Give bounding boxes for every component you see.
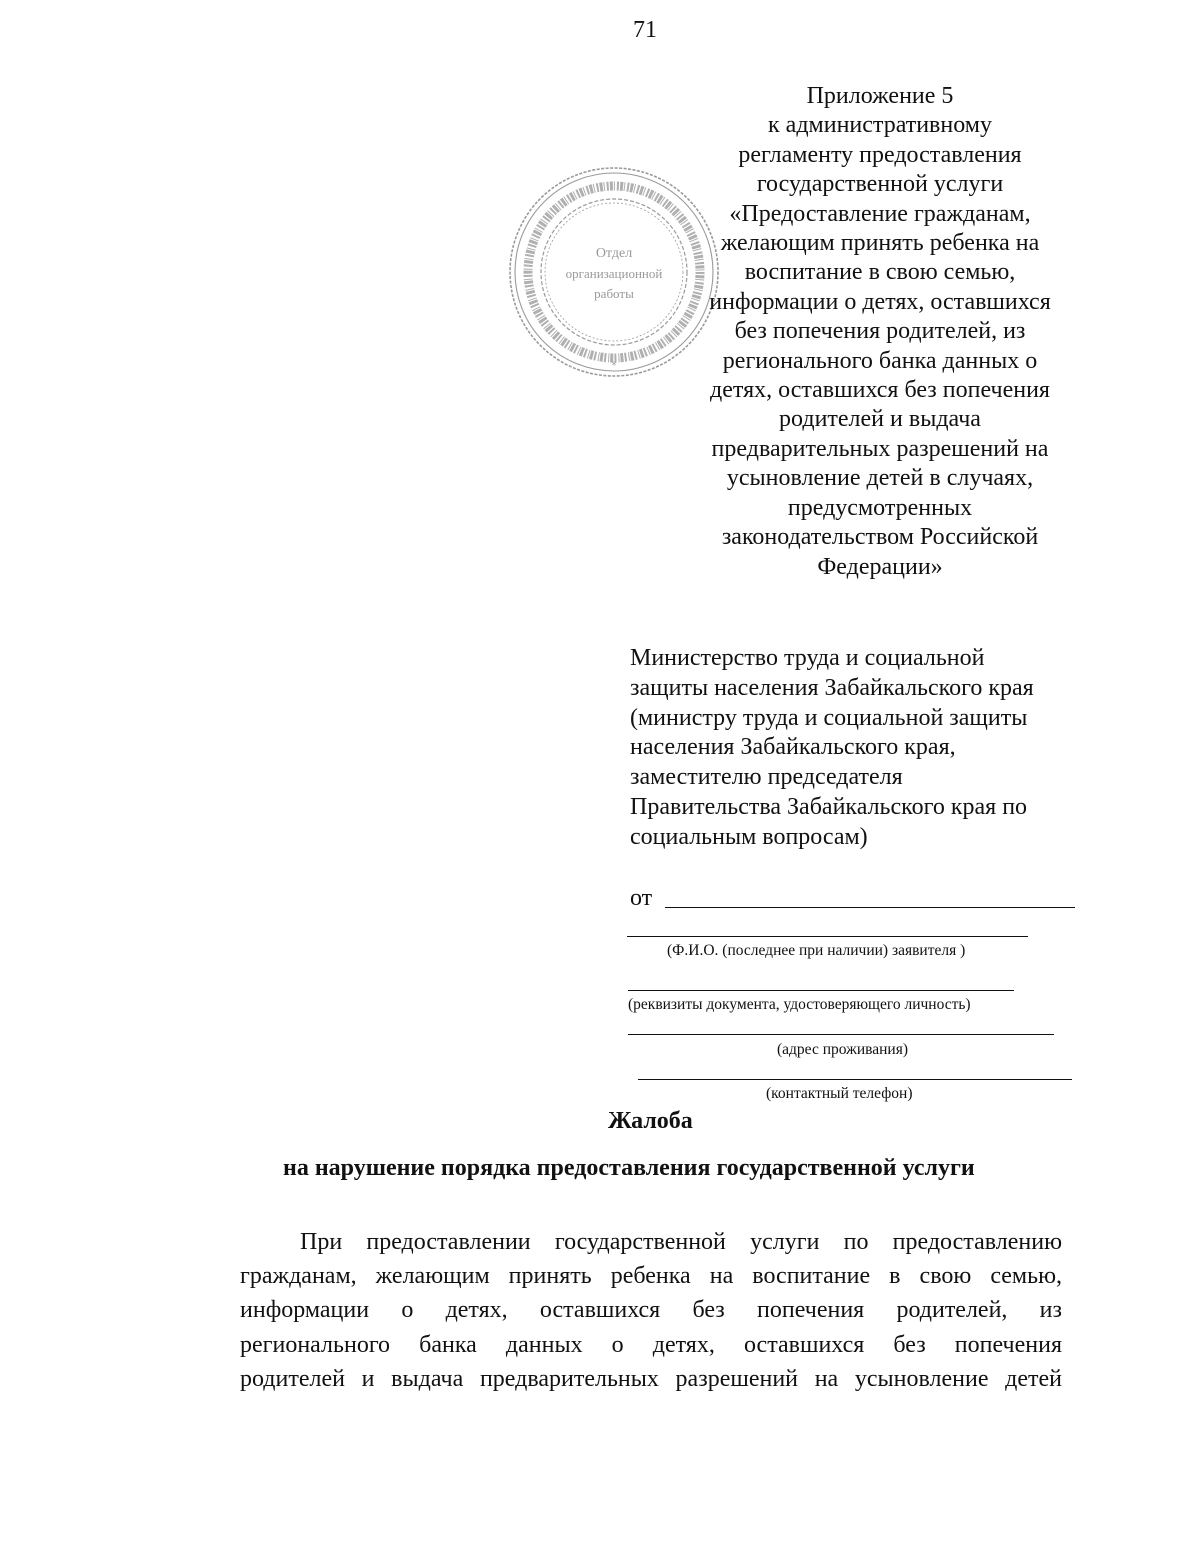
applicant-fio-line [627,936,1028,937]
stamp-center-line-1: Отдел [595,246,633,261]
annex-line: законодательством Российской [721,524,1039,551]
annex-line: информации о детях, оставшихся [709,288,1051,315]
stamp-center-line-2: организационной [565,266,663,281]
annex-line: государственной услуги [756,171,1004,198]
addressee-line: Правительства Забайкальского края по [630,793,1028,820]
annex-line: родителей и выдача [779,406,981,433]
annex-line: регионального банка данных о [722,347,1038,374]
annex-line: Приложение 5 [806,83,954,109]
fio-caption: (Ф.И.О. (последнее при наличии) заявителя ) [667,942,966,959]
body-line: родителей и выдача предварительных разрешений на усыновление детей [240,1365,1062,1392]
addressee-line: Министерство труда и социальной [630,645,985,671]
complaint-title: Жалоба [608,1108,693,1134]
applicant-document-line [628,990,1014,991]
svg-text:*: * [611,361,617,371]
addressee-line: заместителю председателя [630,764,903,791]
address-caption: (адрес проживания) [777,1041,908,1058]
body-line: При предоставлении государственной услуги по предоставлению [300,1229,1062,1255]
complaint-body [240,1225,1062,1396]
addressee-line: (министру труда и социальной защиты [630,704,1028,731]
annex-line: желающим принять ребенка на [720,230,1040,257]
annex-line: «Предоставление гражданам, [729,200,1031,227]
annex-line: без попечения родителей, из [734,318,1026,345]
applicant-phone-line [638,1079,1072,1080]
stamp-center-line-3: работы [594,286,634,301]
annex-line: предварительных разрешений на [711,435,1049,462]
annex-line: Федерации» [817,553,943,580]
body-line: гражданам, желающим принять ребенка на воспитание в свою семью, [240,1263,1062,1290]
phone-caption: (контактный телефон) [766,1085,913,1102]
applicant-name-line [665,907,1075,908]
annex-line: усыновление детей в случаях, [726,465,1034,492]
annex-line: детях, оставшихся без попечения [710,377,1050,404]
annex-line: предусмотренных [787,494,973,521]
annex-line: регламенту предоставления [738,141,1022,168]
annex-header [690,82,1070,582]
addressee-line: защиты населения Забайкальского края [630,674,1034,701]
body-line: информации о детях, оставшихся без попечения родителей, из [240,1297,1062,1324]
from-label: от [630,885,653,911]
annex-line: воспитание в свою семью, [744,259,1016,286]
body-line: регионального банка данных о детях, оставшихся без попечения [240,1331,1062,1358]
addressee-line: социальным вопросам) [630,823,868,850]
complaint-subtitle: на нарушение порядка предоставления государственной услуги [283,1155,975,1181]
addressee-block [630,644,1100,853]
applicant-address-line [628,1034,1054,1035]
page-number: 71 [633,17,657,43]
addressee-line: населения Забайкальского края, [630,734,956,761]
applicant-from-row [630,883,1075,913]
document-caption: (реквизиты документа, удостоверяющего личность) [628,996,971,1013]
annex-line: к административному [768,112,992,139]
